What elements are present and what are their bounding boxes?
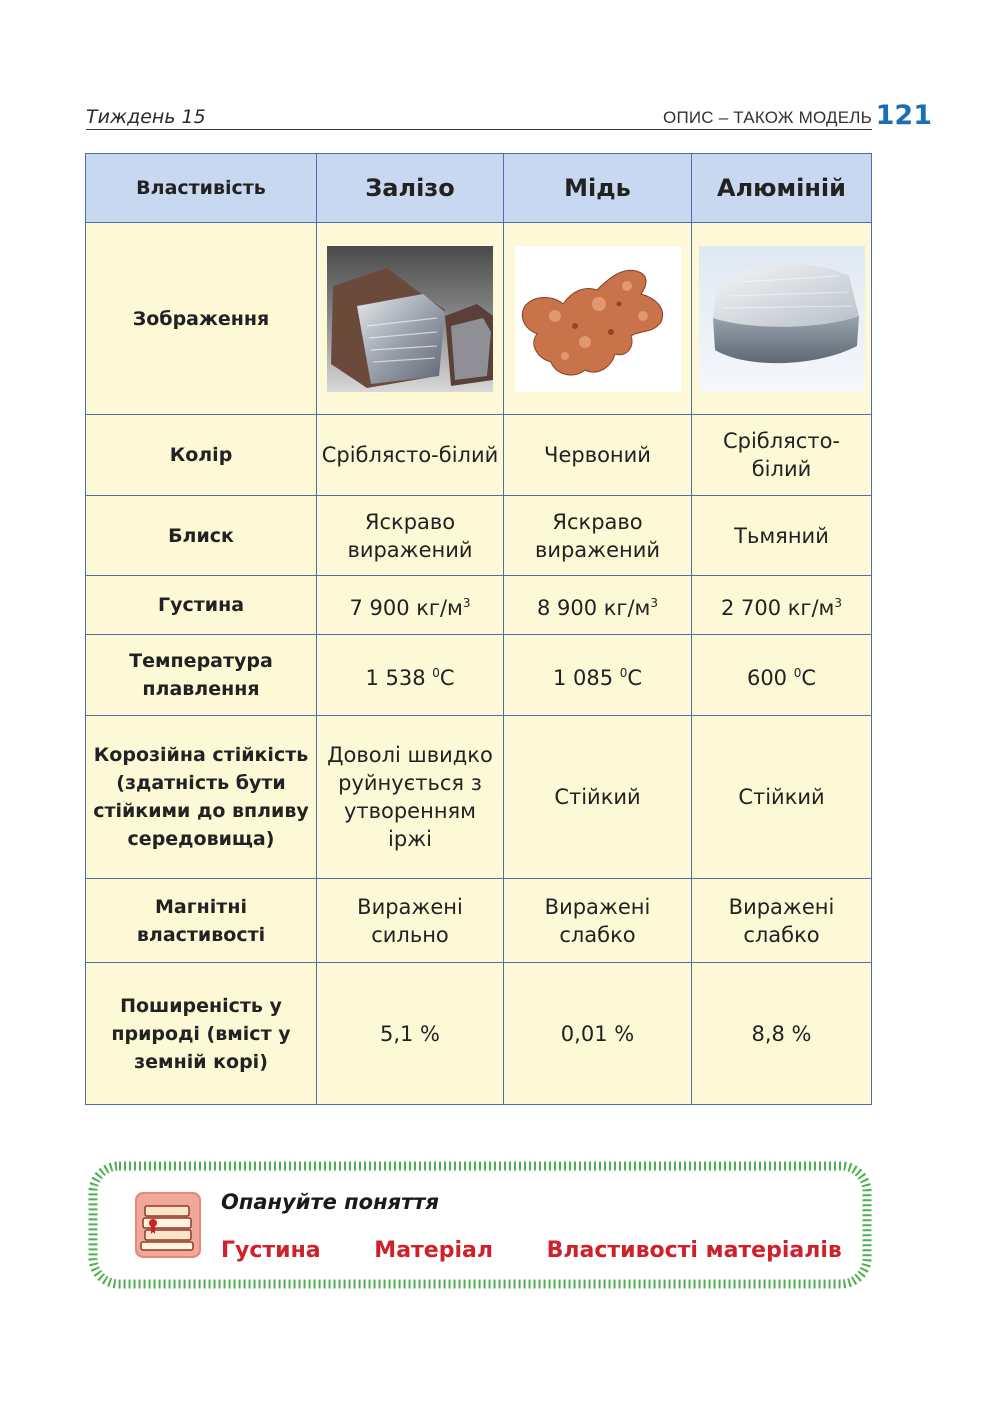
cell-copper-abundance: 0,01 %	[504, 963, 692, 1105]
header-rule	[86, 129, 872, 130]
week-label: Тиждень 15	[86, 106, 206, 128]
melting-unit: С	[439, 665, 455, 690]
cell-copper-melting	[504, 635, 692, 716]
book-stack-icon	[135, 1192, 201, 1258]
cell-aluminium-color: Сріблясто-білий	[692, 415, 872, 496]
table-header-row	[86, 154, 872, 223]
concepts-terms	[221, 1238, 888, 1263]
aluminium-ingot-image	[699, 246, 865, 392]
density-value: 2 700 кг/м	[720, 595, 835, 620]
melting-value: 1 538	[365, 665, 433, 690]
cell-copper-color: Червоний	[504, 415, 692, 496]
row-label-luster: Блиск	[86, 496, 317, 576]
column-header-iron: Залізо	[317, 154, 504, 223]
row-label-image: Зображення	[86, 223, 317, 415]
table-row	[86, 716, 872, 879]
row-label-density: Густина	[86, 576, 317, 635]
table-row	[86, 963, 872, 1105]
cell-iron-corrosion: Доволі швидко руйнується з утворенням іржі	[317, 716, 504, 879]
density-exponent: 3	[650, 595, 659, 610]
melting-value: 1 085	[552, 665, 620, 690]
cell-aluminium-corrosion: Стійкий	[692, 716, 872, 879]
table-row	[86, 635, 872, 716]
table-row	[86, 415, 872, 496]
table-row	[86, 576, 872, 635]
row-label-melting-point: Температура плавлення	[86, 635, 317, 716]
row-label-magnetic: Магнітні властивості	[86, 879, 317, 963]
properties-table	[85, 153, 872, 1105]
cell-aluminium-density	[692, 576, 872, 635]
term-material: Матеріал	[374, 1238, 493, 1263]
density-exponent: 3	[462, 595, 471, 610]
column-header-aluminium: Алюміній	[692, 154, 872, 223]
melting-unit: С	[801, 665, 817, 690]
cell-copper-image	[504, 223, 692, 415]
cell-aluminium-abundance: 8,8 %	[692, 963, 872, 1105]
page-number: 121	[875, 100, 932, 131]
row-label-corrosion: Корозійна стійкість (здатність бути стійкими до впливу середовища)	[86, 716, 317, 879]
degree-mark: 0	[793, 665, 802, 680]
cell-aluminium-luster: Тьмяний	[692, 496, 872, 576]
melting-value: 600	[746, 665, 794, 690]
cell-iron-luster: Яскраво виражений	[317, 496, 504, 576]
cell-aluminium-image	[692, 223, 872, 415]
column-header-property: Властивість	[86, 154, 317, 223]
cell-iron-melting	[317, 635, 504, 716]
density-value: 7 900 кг/м	[349, 595, 463, 620]
cell-iron-magnetic: Виражені сильно	[317, 879, 504, 963]
melting-unit: С	[627, 665, 643, 690]
cell-iron-density	[317, 576, 504, 635]
copper-nugget-image	[515, 246, 681, 392]
page-header	[86, 100, 932, 132]
section-title: ОПИС – ТАКОЖ МОДЕЛЬ	[663, 108, 872, 127]
cell-aluminium-magnetic: Виражені слабко	[692, 879, 872, 963]
table-row	[86, 496, 872, 576]
density-exponent: 3	[834, 595, 843, 610]
cell-iron-image	[317, 223, 504, 415]
row-label-abundance: Поширеність у природі (вміст у земній корі)	[86, 963, 317, 1105]
degree-mark: 0	[432, 665, 440, 680]
term-density: Густина	[221, 1238, 321, 1263]
cell-iron-abundance: 5,1 %	[317, 963, 504, 1105]
concepts-box	[87, 1160, 873, 1290]
term-material-properties: Властивості матеріалів	[546, 1238, 842, 1263]
cell-copper-density	[504, 576, 692, 635]
density-value: 8 900 кг/м	[536, 595, 651, 620]
iron-ore-image	[327, 246, 493, 392]
row-label-color: Колір	[86, 415, 317, 496]
cell-copper-corrosion: Стійкий	[504, 716, 692, 879]
cell-aluminium-melting	[692, 635, 872, 716]
cell-iron-color: Сріблясто-білий	[317, 415, 504, 496]
table-row-images	[86, 223, 872, 415]
column-header-copper: Мідь	[504, 154, 692, 223]
concepts-title: Опануйте поняття	[221, 1190, 439, 1214]
cell-copper-luster: Яскраво виражений	[504, 496, 692, 576]
dashed-frame	[87, 1160, 873, 1290]
table-row	[86, 879, 872, 963]
cell-copper-magnetic: Виражені слабко	[504, 879, 692, 963]
degree-mark: 0	[619, 665, 628, 680]
